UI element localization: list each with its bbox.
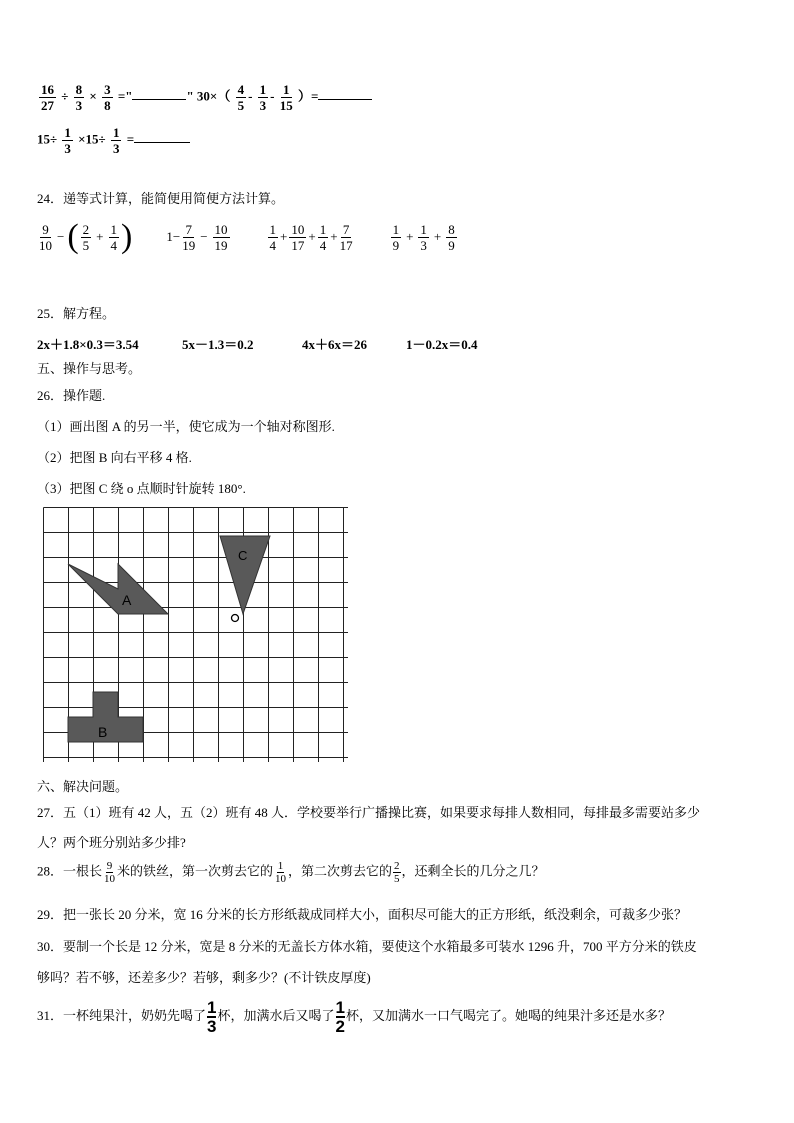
fraction: 1 9 xyxy=(392,221,400,253)
q26-item-1: （1）画出图 A 的另一半，使它成为一个轴对称图形. xyxy=(37,419,335,434)
fraction: $\frac{1}{2}$ xyxy=(335,998,345,1036)
q25-equations xyxy=(37,334,478,353)
fraction: $\frac{1}{15}$ xyxy=(279,82,293,113)
q24-expressions xyxy=(37,220,493,254)
fraction: $\frac{4}{5}$ xyxy=(237,82,245,113)
q28: 28．一根长 $\frac{9}{10}$ 米的铁丝，第一次剪去它的 $\frac{1}{10}$ ，第二次剪去它的 $\frac{2}{5}$ ，还剩全长的几分之几？ xyxy=(37,860,545,885)
right-paren: ) xyxy=(121,218,133,255)
fraction: $\frac{8}{3}$ xyxy=(75,82,83,113)
equation: 4x＋6x＝26 xyxy=(302,337,368,352)
answer-blank[interactable] xyxy=(132,98,186,100)
fraction: $\frac{7}{17}$ xyxy=(339,221,353,253)
label-b: B xyxy=(98,724,108,740)
expression-2: 1− $\frac{7}{19}$ − $\frac{10}{19}$ xyxy=(166,221,228,253)
expression-3: 1 4 + $\frac{10}{17}$ + $\frac{1}{4}$ + $\frac{7}{17}$ xyxy=(269,221,353,253)
shape-a xyxy=(68,564,168,614)
expression-1: 9 10 − ( 2 5 + $\frac{1}{4}$ ) xyxy=(39,218,133,255)
q23-line1: $\frac{16}{27}$ ÷ $\frac{8}{3}$ × $\frac{3}{8}$ =" " 30×（ $\frac{4}{5}$ - $\frac{1}{3}$ - $\frac{1}{15}$ ）= xyxy=(37,82,372,113)
section-5-heading: 五、操作与思考。 xyxy=(37,361,142,376)
fraction: $\frac{2}{5}$ xyxy=(394,860,400,885)
fraction: $\frac{3}{8}$ xyxy=(104,82,111,113)
answer-blank[interactable] xyxy=(134,141,190,143)
fraction: 9 10 xyxy=(39,221,52,253)
fraction: $\frac{10}{17}$ xyxy=(291,221,305,253)
fraction: $\frac{9}{10}$ xyxy=(104,860,116,885)
fraction: $\frac{1}{3}$ xyxy=(112,125,120,156)
q27-line-1: 27．五（1）班有 42 人，五（2）班有 48 人．学校要举行广播操比赛，如果要求每排人数相同，每排最多需要站多少 xyxy=(37,805,701,820)
fraction: $\frac{1}{3}$ xyxy=(64,125,71,156)
operation-grid xyxy=(43,507,353,772)
label-a: A xyxy=(122,592,132,608)
fraction: $\frac{1}{10}$ xyxy=(275,860,287,885)
fraction: $\frac{7}{19}$ xyxy=(182,221,196,253)
answer-blank[interactable] xyxy=(318,98,372,100)
section-6-heading: 六、解决问题。 xyxy=(37,779,129,794)
fraction: $\frac{1}{3}$ xyxy=(420,221,427,253)
fraction: $\frac{8}{9}$ xyxy=(448,221,455,253)
q24-title: 24．递等式计算，能简便用简便方法计算。 xyxy=(37,191,285,206)
equation: 2x＋1.8×0.3＝3.54 xyxy=(37,337,139,352)
left-paren: ( xyxy=(67,218,79,255)
rotation-center-o xyxy=(232,615,239,622)
q25-title: 25．解方程。 xyxy=(37,306,116,321)
q30-line-2: 够吗？若不够，还差多少？若够，剩多少？(不计铁皮厚度) xyxy=(37,970,371,985)
fraction: $\frac{10}{19}$ xyxy=(214,221,228,253)
equation: 5x－1.3＝0.2 xyxy=(182,337,254,352)
q31: 31．一杯纯果汁，奶奶先喝了 $\frac{1}{3}$ 杯，加满水后又喝了 $\frac{1}{2}$ 杯，又加满水一口气喝完了。她喝的纯果汁多还是水多？ xyxy=(37,998,671,1036)
q30-line-1: 30．要制一个长是 12 分米，宽是 8 分米的无盖长方体水箱，要使这个水箱最多可装水 1296 升，700 平方分米的铁皮 xyxy=(37,939,697,954)
equation: 1－0.2x＝0.4 xyxy=(406,337,478,352)
q26-item-2: （2）把图 B 向右平移 4 格. xyxy=(37,450,192,465)
q26-item-3: （3）把图 C 绕 o 点顺时针旋转 180°. xyxy=(37,481,246,496)
fraction: $\frac{1}{3}$ xyxy=(207,998,217,1036)
fraction: 1 4 xyxy=(269,221,277,253)
q26-title: 26．操作题. xyxy=(37,388,106,403)
fraction: $\frac{1}{4}$ xyxy=(319,221,327,253)
fraction: $\frac{16}{27}$ xyxy=(41,82,54,113)
q29: 29．把一张长 20 分米，宽 16 分米的长方形纸裁成同样大小，面积尽可能大的正方形纸，纸没剩余，可裁多少张？ xyxy=(37,907,688,922)
expression-4: 1 9 + $\frac{1}{3}$ + $\frac{8}{9}$ xyxy=(392,221,455,253)
fraction: $\frac{1}{4}$ xyxy=(110,221,118,253)
q23-line2: 15÷ $\frac{1}{3}$ ×15÷ $\frac{1}{3}$ = xyxy=(37,125,190,156)
fraction: $\frac{1}{3}$ xyxy=(259,82,267,113)
q27-line-2: 人？两个班分别站多少排? xyxy=(37,835,186,850)
fraction: 2 5 xyxy=(82,221,90,253)
label-c: C xyxy=(238,548,248,563)
